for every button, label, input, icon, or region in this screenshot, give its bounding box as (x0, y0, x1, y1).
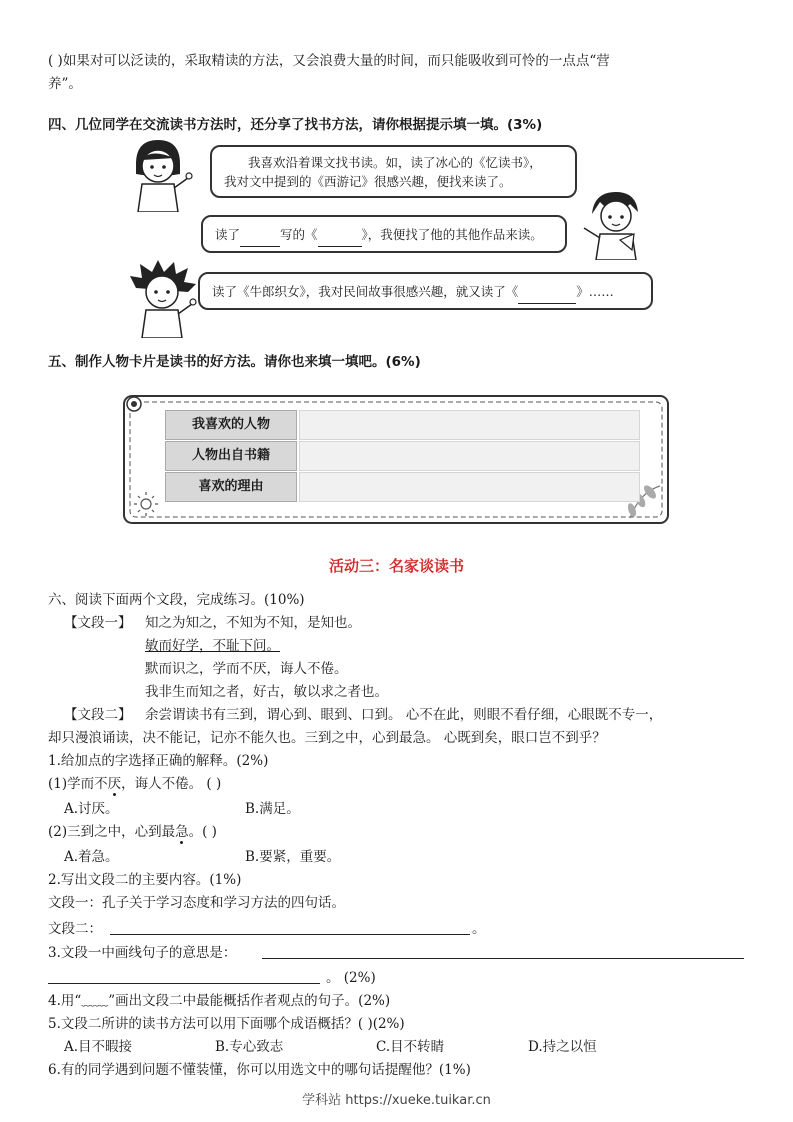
q3-line-2: 养”。 (48, 76, 82, 92)
boy-illustration-left (126, 258, 202, 338)
sub-question-1a (48, 772, 221, 792)
speech-bubble-2 (201, 215, 567, 253)
q4-title: 四、几位同学在交流读书方法时，还分享了找书方法，请你根据提示填一填。(3%) (48, 117, 543, 133)
card-row-character (165, 410, 640, 440)
passage-2-line-2: 却只漫浪诵读，决不能记，记亦不能久也。三到之中，心到最急。 心既到矣，眼口岂不到乎？ (48, 730, 606, 746)
bubble-3-text-b: 》…… (576, 284, 614, 299)
sub-question-3: 3.文段一中画线句子的意思是： (48, 945, 237, 961)
s1b-dotted-char: 急 (175, 824, 189, 840)
passage-2-line-1: 余尝谓读书有三到，谓心到、眼到、口到。 心不在此，则眼不看仔细，心眼既不专一， (145, 707, 663, 723)
card-label-character: 我喜欢的人物 (165, 410, 297, 440)
s5-option-a[interactable]: A.目不暇接 (64, 1039, 133, 1055)
passage-1-label: 【文段一】 (64, 615, 132, 631)
s3-answer-line-2[interactable] (48, 983, 320, 984)
boy-illustration-right (580, 188, 650, 260)
s2-period: 。 (472, 921, 486, 937)
card-input-character[interactable] (299, 410, 640, 440)
s1b-option-b[interactable]: B.要紧，重要。 (245, 849, 341, 865)
s1b-pre: (2)三到之中，心到最 (48, 824, 176, 840)
passage-2-label: 【文段二】 (64, 707, 132, 723)
s2-answer-line[interactable] (110, 934, 470, 935)
bubble-2-text-a: 读了 (215, 227, 241, 242)
s1a-option-b[interactable]: B.满足。 (245, 801, 300, 817)
s5-option-b[interactable]: B.专心致志 (215, 1039, 284, 1055)
s1b-option-a[interactable]: A.着急。 (64, 849, 119, 865)
s3-answer-line-1[interactable] (262, 958, 744, 959)
s3-score: 。 (2%) (326, 970, 376, 986)
s1b-post: 。( ) (188, 824, 217, 840)
sub-question-1b (48, 820, 217, 840)
bubble-3-text-a: 读了《牛郎织女》，我对民间故事很感兴趣，就又读了《 (212, 284, 519, 299)
card-input-book[interactable] (299, 441, 640, 471)
speech-bubble-1 (210, 145, 577, 198)
s2-example: 文段一：孔子关于学习态度和学习方法的四句话。 (48, 895, 345, 911)
sub-question-6: 6.有的同学遇到问题不懂装懂，你可以用选文中的哪句话提醒他？(1%) (48, 1062, 471, 1078)
passage-1-line-4: 我非生而知之者，好古，敏以求之者也。 (145, 684, 388, 700)
bubble-1-line-2: 我对文中提到的《西游记》很感兴趣，便找来读了。 (224, 174, 512, 189)
folk-story-blank[interactable] (518, 303, 576, 304)
s2-answer-label: 文段二： (48, 921, 102, 937)
card-label-book: 人物出自书籍 (165, 441, 297, 471)
q5-title: 五、制作人物卡片是读书的好方法。请你也来填一填吧。(6%) (48, 354, 421, 370)
s1a-dotted-char: 厌 (107, 776, 122, 792)
speech-bubble-3 (198, 272, 653, 310)
passage-1-line-1: 知之为知之，不知为不知，是知也。 (145, 615, 361, 631)
activity-title: 活动三：名家谈读书 (328, 557, 464, 575)
passage-1-line-3: 默而识之，学而不厌，诲人不倦。 (145, 661, 348, 677)
card-input-reason[interactable] (299, 472, 640, 502)
q6-title: 六、阅读下面两个文段，完成练习。(10%) (48, 592, 305, 608)
card-label-reason: 喜欢的理由 (165, 472, 297, 502)
bubble-2-text-b: 写的《 (280, 227, 318, 242)
bubble-1-line-1: 我喜欢沿着课文找书读。如，读了冰心的《忆读书》， (248, 155, 542, 170)
sub-question-2: 2.写出文段二的主要内容。(1%) (48, 872, 242, 888)
bubble-2-text-c: 》，我便找了他的其他作品来读。 (361, 227, 543, 242)
author-blank[interactable] (240, 246, 280, 247)
footer-watermark: 学科站 https://xueke.tuikar.cn (302, 1093, 491, 1108)
s1a-pre: (1)学而不 (48, 776, 108, 792)
s1a-post: ，诲人不倦。 ( ) (121, 776, 222, 792)
sub-question-4: 4.用“﹏﹏”画出文段二中最能概括作者观点的句子。(2%) (48, 993, 391, 1009)
card-row-book (165, 441, 640, 471)
passage-1-line-2-underlined: 敏而好学，不耻下问。 (145, 638, 280, 654)
book-blank[interactable] (318, 246, 362, 247)
sub-question-1: 1.给加点的字选择正确的解释。(2%) (48, 753, 269, 769)
s5-option-d[interactable]: D.持之以恒 (528, 1039, 597, 1055)
card-row-reason (165, 472, 640, 502)
q3-line-1: ( )如果对可以泛读的，采取精读的方法，又会浪费大量的时间，而只能吸收到可怜的一点点“营 (48, 53, 610, 69)
girl-illustration (118, 134, 198, 212)
s1a-option-a[interactable]: A.讨厌。 (64, 801, 119, 817)
sub-question-5: 5.文段二所讲的读书方法可以用下面哪个成语概括？( )(2%) (48, 1016, 405, 1032)
s5-option-c[interactable]: C.目不转睛 (376, 1039, 445, 1055)
